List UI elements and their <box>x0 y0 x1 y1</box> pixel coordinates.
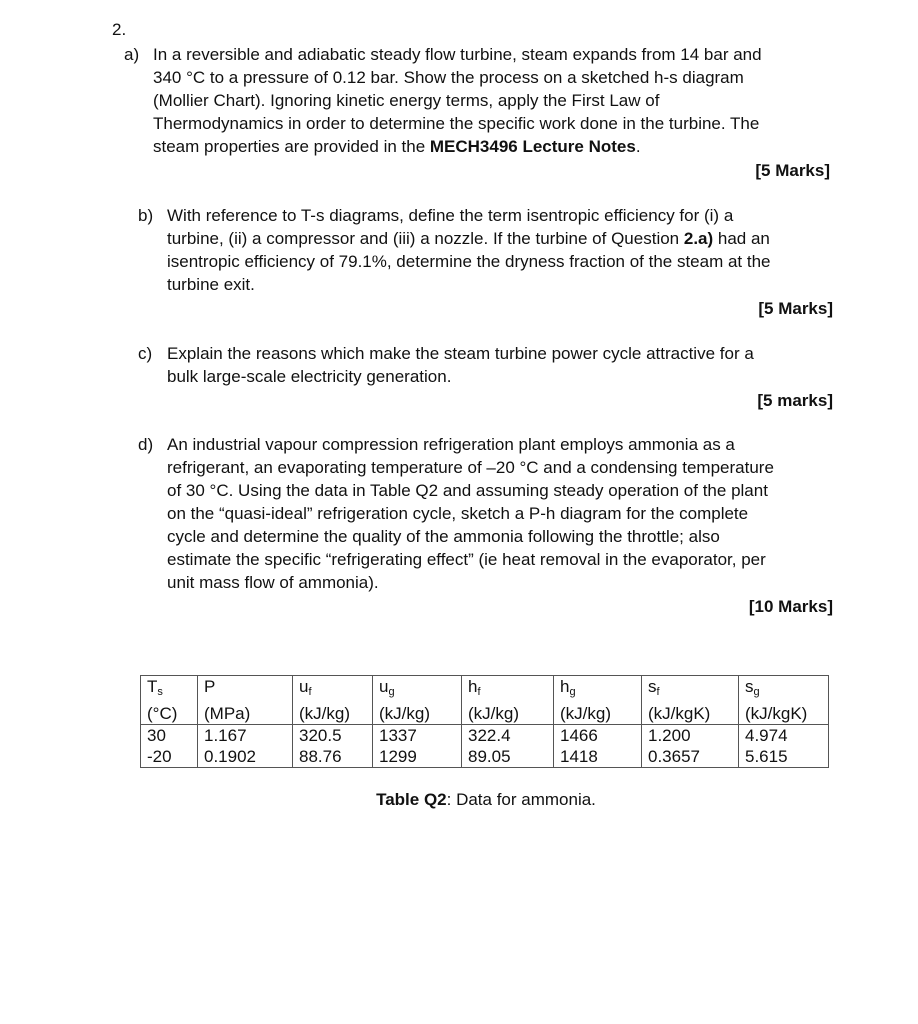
unit-cell: (kJ/kgK) <box>642 703 739 725</box>
part-c-line-1: Explain the reasons which make the steam turbine power cycle attractive for a <box>167 344 754 363</box>
part-a-line-4: Thermodynamics in order to determine the specific work done in the turbine. The <box>153 114 760 133</box>
part-a-line-2: 340 °C to a pressure of 0.12 bar. Show the process on a sketched h-s diagram <box>153 68 744 87</box>
table-cell: 0.1902 <box>198 746 293 768</box>
part-d-line-1: An industrial vapour compression refrigeration plant employs ammonia as a <box>167 435 735 454</box>
header-hg: $h_g$ <box>554 676 642 704</box>
part-d-line-3: of 30 °C. Using the data in Table Q2 and assuming steady operation of the plant <box>167 481 768 500</box>
table-cell: 88.76 <box>293 746 373 768</box>
part-b-line-2 <box>167 227 771 250</box>
part-d-label: d) <box>138 435 154 454</box>
lecture-notes-reference: MECH3496 Lecture Notes <box>429 137 636 156</box>
part-a-line-1: In a reversible and adiabatic steady flow turbine, steam expands from 14 bar and <box>153 45 762 64</box>
part-b-line-2-suffix: had an <box>713 229 770 248</box>
part-d-text <box>167 433 774 594</box>
table-cell: 1299 <box>373 746 462 768</box>
table-cell: 1337 <box>373 725 462 747</box>
unit-cell: (°C) <box>141 703 198 725</box>
header-p: P <box>198 676 293 704</box>
part-a-line-3: (Mollier Chart). Ignoring kinetic energy terms, apply the First Law of <box>153 91 660 110</box>
part-d-line-4: on the “quasi-ideal” refrigeration cycle, sketch a P-h diagram for the complete <box>167 504 749 523</box>
table-cell: 1.167 <box>198 725 293 747</box>
header-hf: $h_f$ <box>462 676 554 704</box>
table-cell: 320.5 <box>293 725 373 747</box>
table-cell: 1418 <box>554 746 642 768</box>
part-b-line-2-prefix: turbine, (ii) a compressor and (iii) a nozzle. If the turbine of Question <box>167 229 684 248</box>
question-reference: 2.a) <box>683 229 714 248</box>
part-b-line-1: With reference to T-s diagrams, define the term isentropic efficiency for (i) a <box>167 206 734 225</box>
header-ts: $T_s$ <box>141 676 198 704</box>
table-cell: -20 <box>141 746 198 768</box>
part-c-marks: [5 marks] <box>757 391 833 410</box>
header-sg: $s_g$ <box>739 676 829 704</box>
unit-cell: (kJ/kg) <box>293 703 373 725</box>
part-b-line-4: turbine exit. <box>167 275 255 294</box>
unit-cell: (kJ/kg) <box>554 703 642 725</box>
ammonia-data-table <box>140 675 829 768</box>
part-a-line-5 <box>153 135 762 158</box>
unit-cell: (MPa) <box>198 703 293 725</box>
part-b-text <box>167 204 771 296</box>
part-a-marks: [5 Marks] <box>755 161 830 180</box>
part-d-marks: [10 Marks] <box>748 597 833 616</box>
part-a-label: a) <box>124 45 140 64</box>
table-row <box>141 746 829 768</box>
table-cell: 89.05 <box>462 746 554 768</box>
question-number: 2. <box>112 20 127 39</box>
part-a-text <box>153 43 762 158</box>
part-c-line-2: bulk large-scale electricity generation. <box>167 367 452 386</box>
part-a-line-5-suffix: . <box>635 137 641 156</box>
table-caption-label: Table Q2 <box>376 790 447 809</box>
table-caption-text: : Data for ammonia. <box>446 790 596 809</box>
part-b-line-3: isentropic efficiency of 79.1%, determine the dryness fraction of the steam at the <box>167 252 771 271</box>
ammonia-data-table-wrapper <box>140 675 828 765</box>
table-header-row <box>141 676 829 704</box>
part-d-line-5: cycle and determine the quality of the ammonia following the throttle; also <box>167 527 720 546</box>
part-d-line-7: unit mass flow of ammonia). <box>167 573 379 592</box>
table-cell: 322.4 <box>462 725 554 747</box>
header-ug: $u_g$ <box>373 676 462 704</box>
part-a-line-5-prefix: steam properties are provided in the <box>153 137 430 156</box>
table-units-row <box>141 703 829 725</box>
part-c-label: c) <box>138 344 153 363</box>
table-row <box>141 725 829 747</box>
header-uf: $u_f$ <box>293 676 373 704</box>
table-cell: 0.3657 <box>642 746 739 768</box>
part-d-line-6: estimate the specific “refrigerating effect” (ie heat removal in the evaporator, per <box>167 550 766 569</box>
header-sf: $s_f$ <box>642 676 739 704</box>
part-b-marks: [5 Marks] <box>758 299 833 318</box>
table-caption <box>0 788 918 811</box>
part-d-line-2: refrigerant, an evaporating temperature of –20 °C and a condensing temperature <box>167 458 774 477</box>
table-cell: 1466 <box>554 725 642 747</box>
unit-cell: (kJ/kg) <box>462 703 554 725</box>
table-cell: 30 <box>141 725 198 747</box>
table-cell: 1.200 <box>642 725 739 747</box>
table-cell: 4.974 <box>739 725 829 747</box>
unit-cell: (kJ/kgK) <box>739 703 829 725</box>
part-b-label: b) <box>138 206 154 225</box>
unit-cell: (kJ/kg) <box>373 703 462 725</box>
part-c-text <box>167 342 754 388</box>
table-cell: 5.615 <box>739 746 829 768</box>
